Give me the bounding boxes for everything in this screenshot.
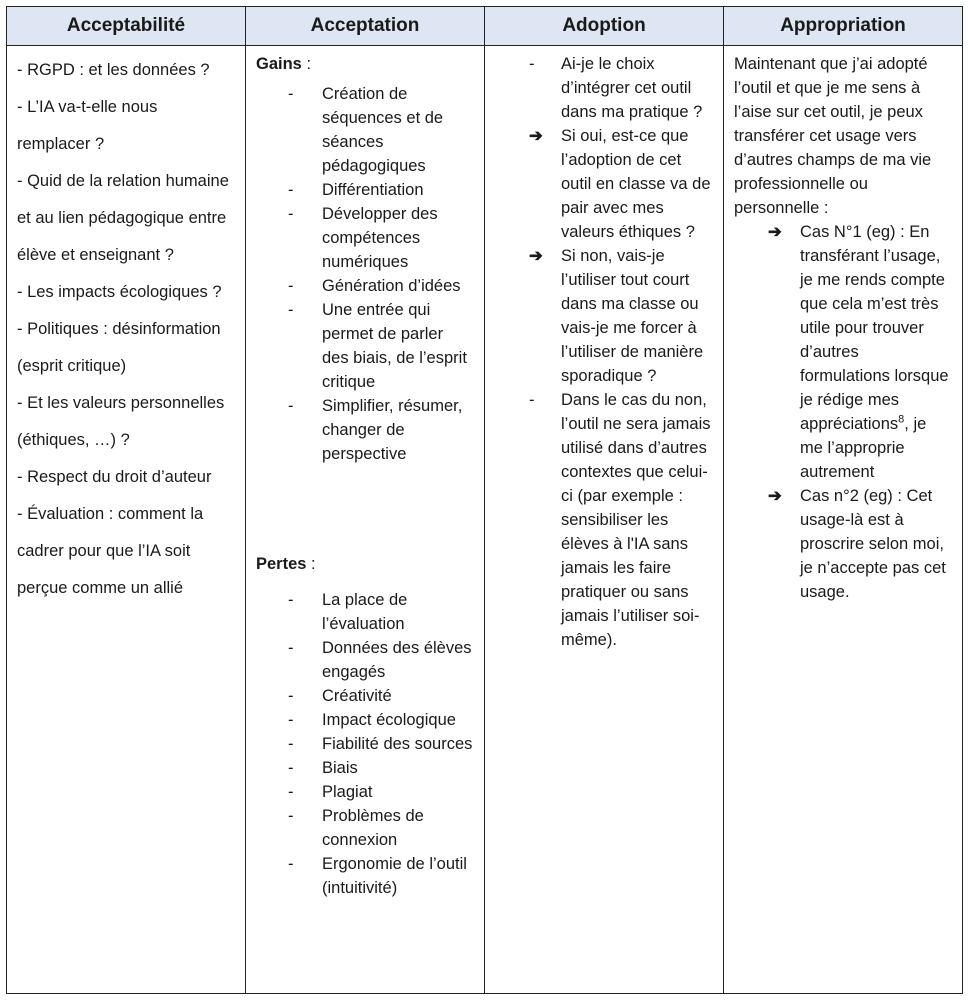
dash-marker: -: [288, 85, 294, 103]
dash-marker: -: [288, 639, 294, 657]
pertes-item: [256, 732, 474, 756]
appropriation-intro: Maintenant que j’ai adopté l’outil et que je me sens à l’aise sur cet outil, je peux transférer cet usage vers d’autres champs de ma vie professionnelle ou personnelle :: [734, 55, 932, 217]
dash-marker: -: [288, 807, 294, 825]
dash-marker: -: [288, 687, 294, 705]
footnote-marker: 8: [898, 413, 905, 426]
pertes-item: [256, 852, 474, 900]
adoption-item: [495, 124, 713, 244]
gains-item-text: Développer des compétences numériques: [322, 205, 438, 271]
pertes-item-text: Fiabilité des sources: [322, 735, 473, 753]
body-row: [7, 46, 963, 994]
header-appropriation: Appropriation: [724, 7, 963, 46]
dash-marker: -: [288, 205, 294, 223]
acceptabilite-item: - Et les valeurs personnelles (éthiques, …) ?: [17, 394, 225, 449]
appropriation-case-2: [734, 484, 952, 604]
gains-heading: [256, 52, 474, 76]
dash-marker: -: [288, 783, 294, 801]
gains-title: Gains: [256, 55, 302, 73]
acceptabilite-item: - RGPD : et les données ?: [17, 61, 210, 79]
acceptabilite-item: - Quid de la relation humaine et au lien pédagogique entre élève et enseignant ?: [17, 172, 229, 264]
appropriation-cases: [734, 220, 952, 604]
pertes-item: [256, 804, 474, 852]
gains-item: [256, 274, 474, 298]
pertes-item: [256, 636, 474, 684]
dash-marker: -: [288, 855, 294, 873]
arrow-right-icon: ➔: [768, 487, 782, 505]
appropriation-cell: [724, 46, 963, 994]
case1-text-end: , je me l’approprie autrement: [800, 415, 927, 481]
dash-marker: -: [288, 301, 294, 319]
adoption-item: [495, 388, 713, 652]
dash-marker: -: [288, 277, 294, 295]
dash-marker: -: [529, 391, 535, 409]
pertes-item-text: La place de l’évaluation: [322, 591, 408, 633]
pertes-item: [256, 684, 474, 708]
pertes-item-text: Impact écologique: [322, 711, 456, 729]
gains-item-text: Simplifier, résumer, changer de perspective: [322, 397, 463, 463]
gains-colon: :: [301, 55, 312, 73]
acceptabilite-item: - Les impacts écologiques ?: [17, 283, 222, 301]
pertes-title: Pertes: [256, 555, 307, 573]
adoption-item: [495, 52, 713, 124]
pertes-item-text: Plagiat: [322, 783, 373, 801]
case2-text: Cas n°2 (eg) : Cet usage-là est à proscrire selon moi, je n’accepte pas cet usage.: [800, 487, 946, 601]
pertes-item-text: Ergonomie de l’outil (intuitivité): [322, 855, 467, 897]
arrow-right-icon: ➔: [529, 127, 543, 145]
gains-item: [256, 394, 474, 466]
gains-item-text: Génération d’idées: [322, 277, 461, 295]
pertes-item-text: Créativité: [322, 687, 392, 705]
header-acceptation: Acceptation: [246, 7, 485, 46]
comparison-table: [6, 6, 963, 994]
gains-item-text: Une entrée qui permet de parler des biais, de l’esprit critique: [322, 301, 467, 391]
case1-text: Cas N°1 (eg) : En transférant l’usage, je me rends compte que cela m’est très utile pour trouver d’autres formulations lorsque je rédige mes appréciations: [800, 223, 949, 433]
header-acceptabilite: Acceptabilité: [7, 7, 246, 46]
header-row: [7, 7, 963, 46]
dash-marker: -: [288, 735, 294, 753]
pertes-item-text: Données des élèves engagés: [322, 639, 472, 681]
dash-marker: -: [288, 711, 294, 729]
gains-list: [256, 82, 474, 466]
acceptabilite-item: - Politiques : désinformation (esprit critique): [17, 320, 221, 375]
dash-marker: -: [288, 181, 294, 199]
dash-marker: -: [288, 759, 294, 777]
appropriation-case-1: [734, 220, 952, 484]
adoption-cell: [485, 46, 724, 994]
pertes-item: [256, 756, 474, 780]
adoption-item-text: Dans le cas du non, l’outil ne sera jamais utilisé dans d’autres contextes que celui-ci (par exemple : sensibiliser les élèves à l'IA sans jamais les faire pratiquer ou sans jamais l’utiliser soi-même).: [561, 391, 711, 649]
header-adoption: Adoption: [485, 7, 724, 46]
pertes-heading: [256, 552, 474, 576]
gains-item: [256, 178, 474, 202]
acceptation-cell: [246, 46, 485, 994]
gains-item-text: Création de séquences et de séances pédagogiques: [322, 85, 444, 175]
pertes-colon: :: [306, 555, 316, 573]
adoption-item-text: Si non, vais-je l’utiliser tout court dans ma classe ou vais-je me forcer à l’utiliser de manière sporadique ?: [561, 247, 704, 385]
pertes-item-text: Biais: [322, 759, 358, 777]
dash-marker: -: [288, 591, 294, 609]
acceptabilite-item: - Respect du droit d’auteur: [17, 468, 212, 486]
pertes-item-text: Problèmes de connexion: [322, 807, 424, 849]
dash-marker: -: [529, 55, 535, 73]
adoption-item-text: Si oui, est-ce que l’adoption de cet outil en classe va de pair avec mes valeurs éthiques ?: [561, 127, 711, 241]
adoption-item-text: Ai-je le choix d’intégrer cet outil dans ma pratique ?: [561, 55, 703, 121]
arrow-right-icon: ➔: [768, 223, 782, 241]
pertes-item: [256, 708, 474, 732]
gains-item: [256, 298, 474, 394]
gains-item-text: Différentiation: [322, 181, 424, 199]
arrow-right-icon: ➔: [529, 247, 543, 265]
pertes-item: [256, 588, 474, 636]
acceptabilite-item: - Évaluation : comment la cadrer pour que l’IA soit perçue comme un allié: [17, 505, 204, 597]
pertes-item: [256, 780, 474, 804]
acceptabilite-item: - L’IA va-t-elle nous remplacer ?: [17, 98, 158, 153]
adoption-list: [495, 52, 713, 652]
acceptabilite-cell: [7, 46, 246, 994]
adoption-item: [495, 244, 713, 388]
dash-marker: -: [288, 397, 294, 415]
gains-item: [256, 202, 474, 274]
gains-item: [256, 82, 474, 178]
pertes-list: [256, 588, 474, 900]
